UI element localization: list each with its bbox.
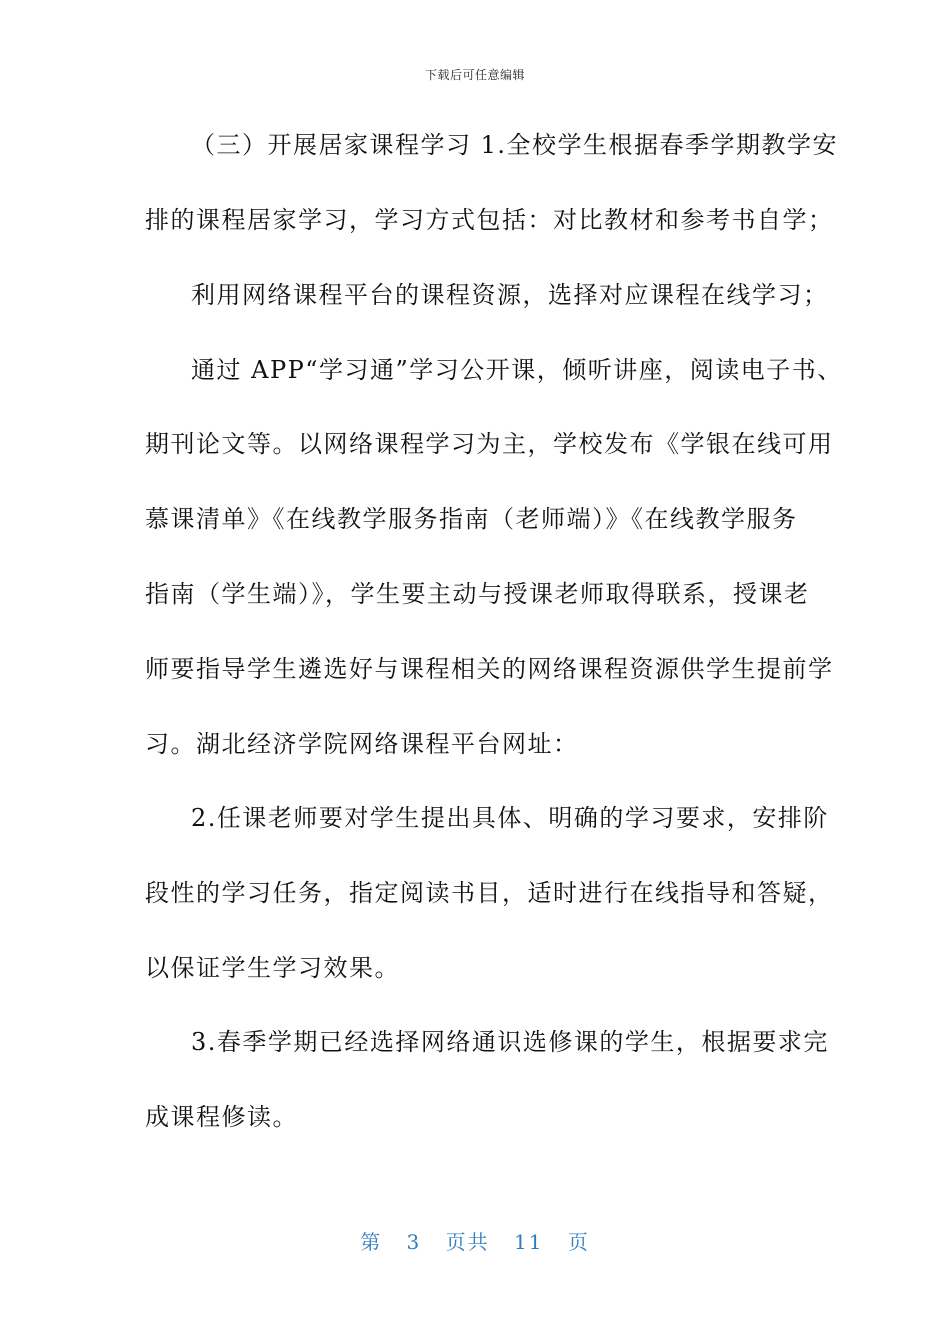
page-suffix: 页	[567, 1230, 590, 1254]
paragraph-line: 慕课清单》《在线教学服务指南（老师端）》《在线教学服务	[145, 505, 798, 533]
paragraph-line: 通过 APP“学习通”学习公开课，倾听讲座，阅读电子书、	[191, 356, 843, 384]
paragraph-line: 指南（学生端）》，学生要主动与授课老师取得联系，授课老	[145, 580, 810, 608]
page-prefix: 第	[360, 1230, 383, 1254]
paragraph-line: 成课程修读。	[145, 1103, 298, 1131]
page-middle: 页共	[445, 1230, 490, 1254]
page-header: 下载后可任意编辑	[424, 68, 525, 82]
page-footer	[0, 1226, 950, 1255]
paragraph-line: 3.春季学期已经选择网络通识选修课的学生，根据要求完	[191, 1028, 829, 1056]
page-total: 11	[514, 1230, 544, 1254]
paragraph-line: 师要指导学生遴选好与课程相关的网络课程资源供学生提前学	[145, 655, 834, 683]
paragraph-line: 段性的学习任务，指定阅读书目，适时进行在线指导和答疑，	[145, 879, 834, 907]
paragraph-line: 以保证学生学习效果。	[145, 954, 400, 982]
page-number: 3	[406, 1230, 422, 1254]
paragraph-line: 2.任课老师要对学生提出具体、明确的学习要求，安排阶	[191, 804, 829, 832]
paragraph-line: 期刊论文等。以网络课程学习为主，学校发布《学银在线可用	[145, 430, 834, 458]
paragraph-line: （三）开展居家课程学习 1.全校学生根据春季学期教学安	[191, 131, 839, 159]
paragraph-line: 利用网络课程平台的课程资源，选择对应课程在线学习；	[191, 281, 829, 309]
paragraph-line: 习。湖北经济学院网络课程平台网址：	[145, 730, 579, 758]
paragraph-line: 排的课程居家学习，学习方式包括：对比教材和参考书自学；	[145, 206, 834, 234]
